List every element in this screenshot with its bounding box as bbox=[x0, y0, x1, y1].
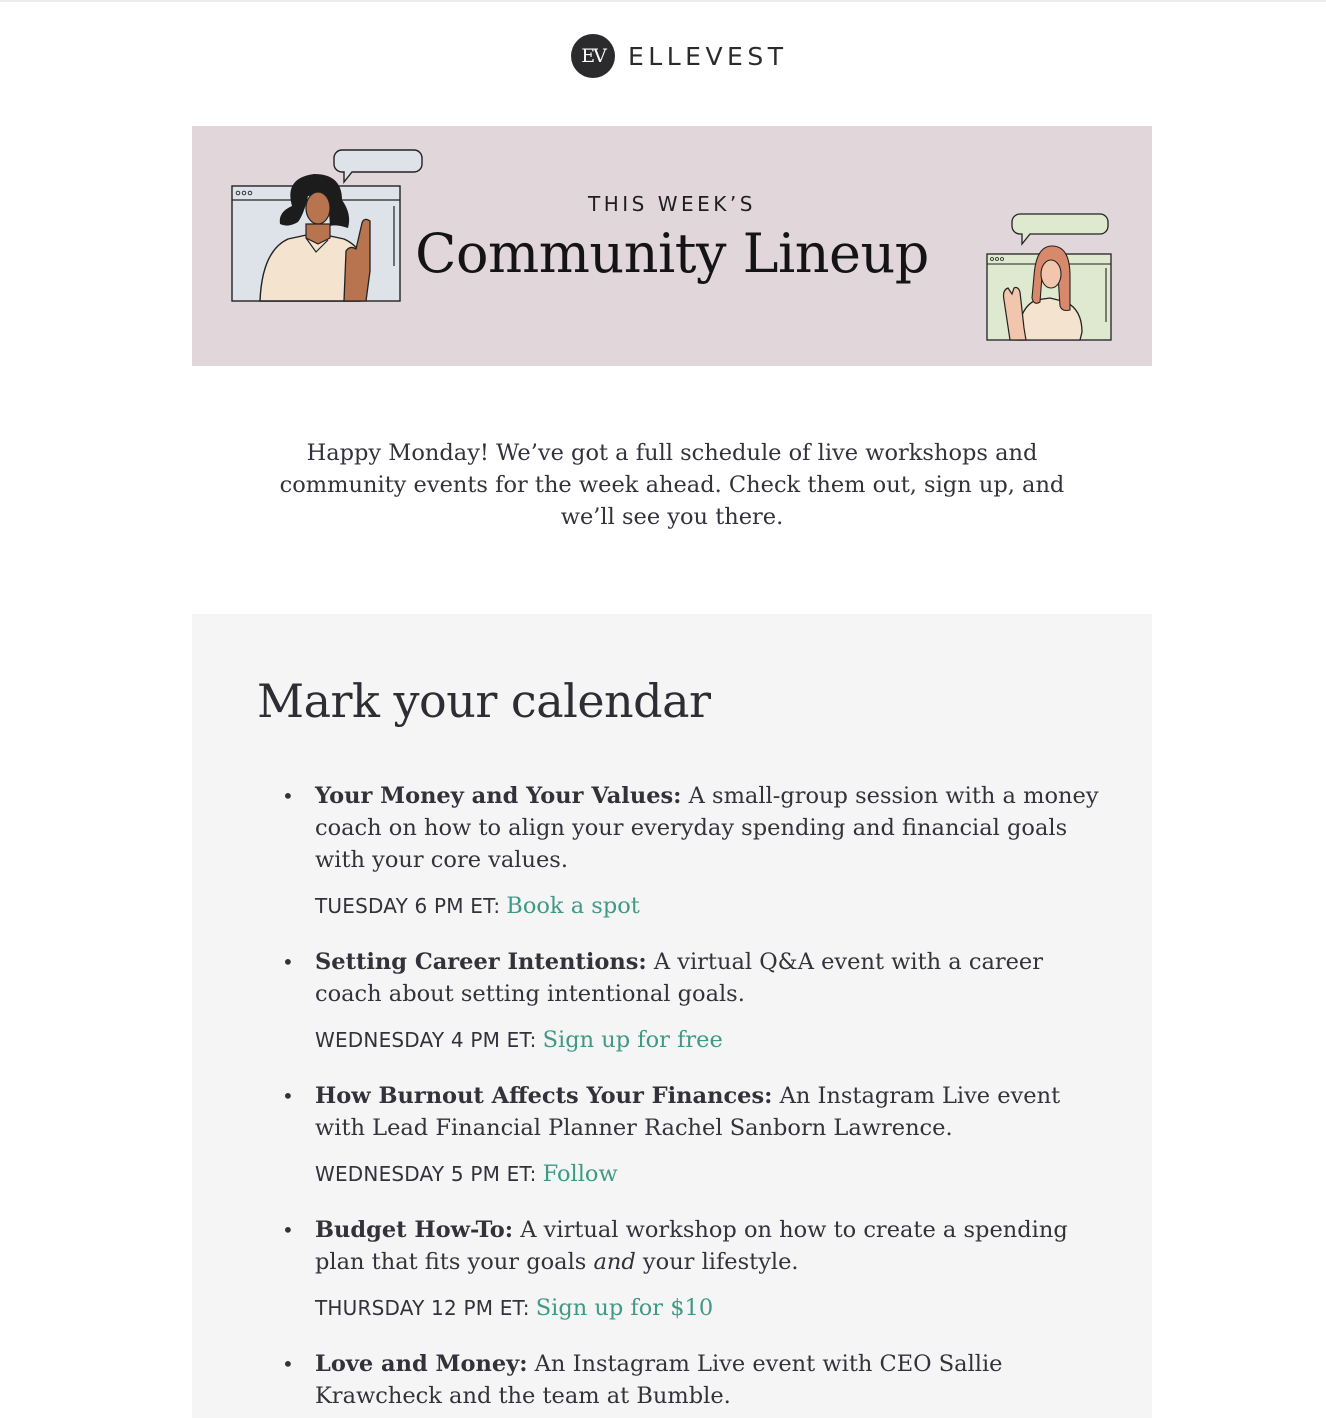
event-time: TUESDAY 6 PM ET: bbox=[315, 894, 501, 918]
event-meta bbox=[315, 1024, 1105, 1058]
bullet-icon: • bbox=[282, 1352, 294, 1376]
event-description-text: A small-group session with a money coach on how to align your everyday spending and financial goals with your core values. bbox=[315, 783, 1099, 873]
event-description-text: A virtual Q&A event with a career coach about setting intentional goals. bbox=[315, 949, 1043, 1007]
ellevest-logo[interactable] bbox=[571, 34, 788, 78]
event-name: Love and Money: bbox=[315, 1351, 528, 1377]
event-name: How Burnout Affects Your Finances: bbox=[315, 1083, 773, 1109]
event-description-emphasis: and bbox=[593, 1249, 636, 1275]
bullet-icon: • bbox=[282, 784, 294, 808]
top-border bbox=[0, 0, 1326, 2]
event-description-text: A virtual workshop on how to create a spending plan that fits your goals bbox=[315, 1217, 1068, 1275]
woman-waving-video-call-icon bbox=[984, 212, 1114, 344]
event-description-text-end: your lifestyle. bbox=[635, 1249, 799, 1275]
event-description bbox=[315, 1080, 1105, 1144]
hero-kicker: THIS WEEK’S bbox=[588, 192, 756, 216]
event-item bbox=[282, 1348, 1105, 1412]
event-description bbox=[315, 1348, 1105, 1412]
event-meta bbox=[315, 890, 1105, 924]
hero-title: Community Lineup bbox=[415, 222, 929, 285]
event-signup-link[interactable]: Sign up for $10 bbox=[535, 1295, 714, 1321]
event-signup-link[interactable]: Book a spot bbox=[506, 893, 640, 919]
event-description-text: An Instagram Live event with CEO Sallie Krawcheck and the team at Bumble. bbox=[315, 1351, 1003, 1409]
event-meta bbox=[315, 1292, 1105, 1326]
event-name: Budget How-To: bbox=[315, 1217, 514, 1243]
event-list bbox=[282, 780, 1105, 1418]
event-time: WEDNESDAY 5 PM ET: bbox=[315, 1162, 537, 1186]
event-name: Setting Career Intentions: bbox=[315, 949, 647, 975]
calendar-panel bbox=[192, 614, 1152, 1418]
monogram-icon: EV bbox=[571, 34, 615, 78]
event-description bbox=[315, 780, 1105, 876]
event-description bbox=[315, 946, 1105, 1010]
bullet-icon: • bbox=[282, 1084, 294, 1108]
event-time: THURSDAY 12 PM ET: bbox=[315, 1296, 530, 1320]
event-description-text: An Instagram Live event with Lead Financial Planner Rachel Sanborn Lawrence. bbox=[315, 1083, 1061, 1141]
event-signup-link[interactable]: Follow bbox=[542, 1161, 618, 1187]
event-signup-link[interactable]: Sign up for free bbox=[542, 1027, 723, 1053]
event-item bbox=[282, 1214, 1105, 1326]
bullet-icon: • bbox=[282, 950, 294, 974]
intro-text: Happy Monday! We’ve got a full schedule of live workshops and community events for the week ahead. Check them out, sign up, and we’ll see you there. bbox=[279, 440, 1065, 530]
calendar-title: Mark your calendar bbox=[257, 674, 711, 728]
event-name: Your Money and Your Values: bbox=[315, 783, 682, 809]
event-time: WEDNESDAY 4 PM ET: bbox=[315, 1028, 537, 1052]
event-meta bbox=[315, 1158, 1105, 1192]
event-description bbox=[315, 1214, 1105, 1278]
brand-name: ELLEVEST bbox=[628, 41, 788, 71]
event-item bbox=[282, 780, 1105, 924]
event-item bbox=[282, 1080, 1105, 1192]
event-item bbox=[282, 946, 1105, 1058]
hero-banner bbox=[192, 126, 1152, 366]
bullet-icon: • bbox=[282, 1218, 294, 1242]
